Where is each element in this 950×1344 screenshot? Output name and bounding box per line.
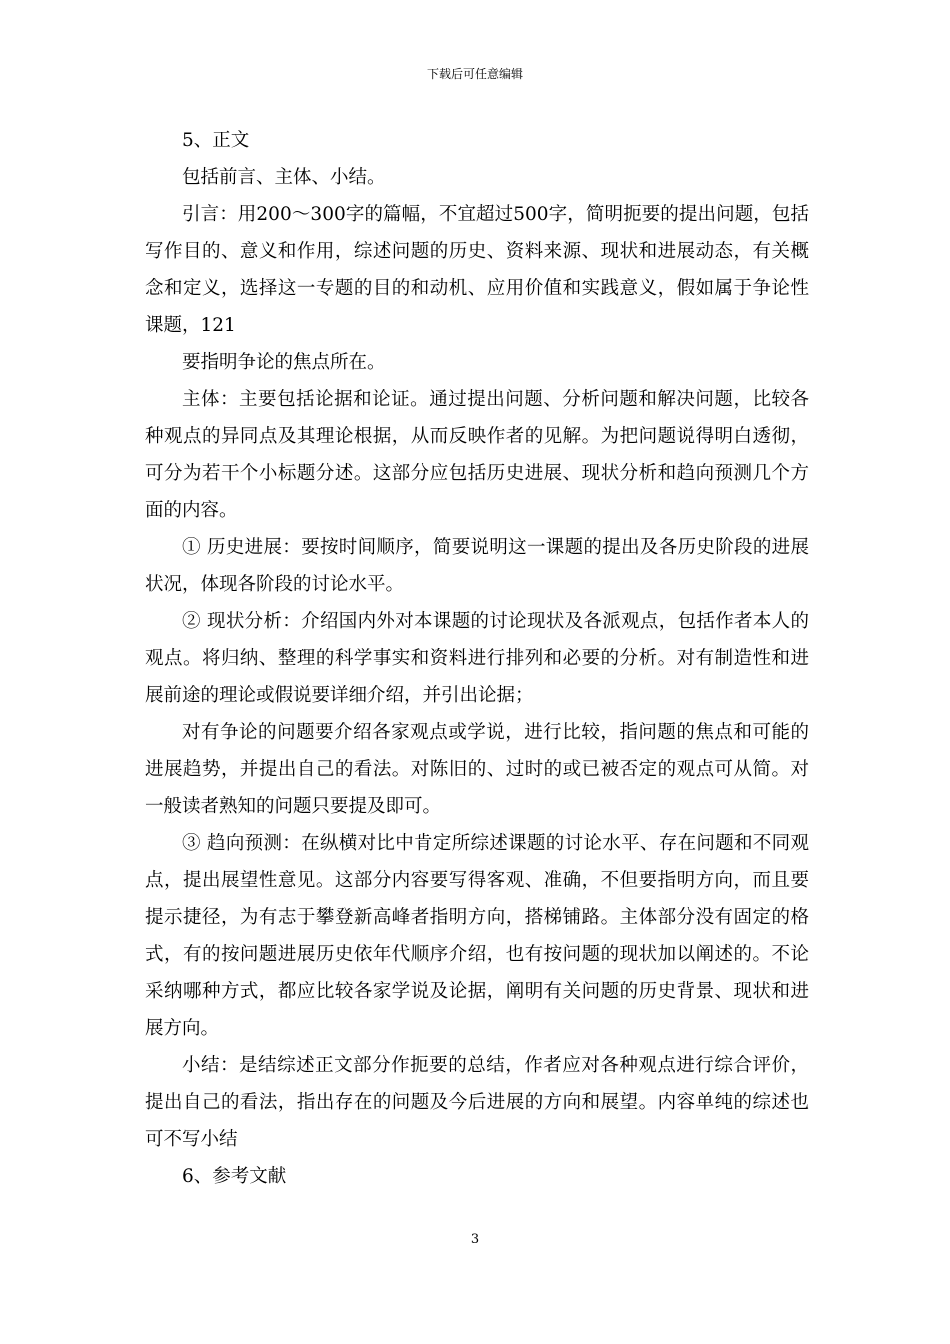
section-heading-references: 6、参考文献 <box>182 1166 287 1187</box>
paragraph-current-analysis: ② 现状分析：介绍国内外对本课题的讨论现状及各派观点，包括作者本人的观点。将归纳、整理的科学事实和资料进行排列和必要的分析。对有制造性和进展前途的理论或假说要详细介绍，并引出论据； <box>145 611 809 706</box>
paragraph-introduction: 引言：用200～300字的篇幅，不宜超过500字，简明扼要的提出问题，包括写作目的、意义和作用，综述问题的历史、资料来源、现状和进展动态，有关概念和定义，选择这一专题的目的和动机、应用价值和实践意义，假如属于争论性课题，121 <box>145 204 809 336</box>
page-number: 3 <box>470 1232 480 1247</box>
paragraph-summary: 小结：是结综述正文部分作扼要的总结，作者应对各种观点进行综合评价，提出自己的看法，指出存在的问题及今后进展的方向和展望。内容单纯的综述也可不写小结 <box>145 1055 809 1150</box>
section-heading-main-text: 5、正文 <box>182 130 250 151</box>
paragraph-historical-progress: ① 历史进展：要按时间顺序，简要说明这一课题的提出及各历史阶段的进展状况，体现各阶段的讨论水平。 <box>145 537 809 595</box>
page-header: 下载后可任意编辑 <box>426 67 523 81</box>
paragraph-overview: 包括前言、主体、小结。 <box>182 167 386 188</box>
paragraph-controversy-focus: 要指明争论的焦点所在。 <box>182 352 386 373</box>
paragraph-controversial-issues: 对有争论的问题要介绍各家观点或学说，进行比较，指问题的焦点和可能的进展趋势，并提出自己的看法。对陈旧的、过时的或已被否定的观点可从简。对一般读者熟知的问题只要提及即可。 <box>145 722 809 817</box>
document-body <box>145 122 809 1195</box>
paragraph-main-body: 主体：主要包括论据和论证。通过提出问题、分析问题和解决问题，比较各种观点的异同点及其理论根据，从而反映作者的见解。为把问题说得明白透彻，可分为若干个小标题分述。这部分应包括历史进展、现状分析和趋向预测几个方面的内容。 <box>145 389 809 521</box>
paragraph-trend-forecast: ③ 趋向预测：在纵横对比中肯定所综述课题的讨论水平、存在问题和不同观点，提出展望性意见。这部分内容要写得客观、准确，不但要指明方向，而且要提示捷径，为有志于攀登新高峰者指明方向，搭梯铺路。主体部分没有固定的格式，有的按问题进展历史依年代顺序介绍，也有按问题的现状加以阐述的。不论采纳哪种方式，都应比较各家学说及论据，阐明有关问题的历史背景、现状和进展方向。 <box>145 833 809 1039</box>
